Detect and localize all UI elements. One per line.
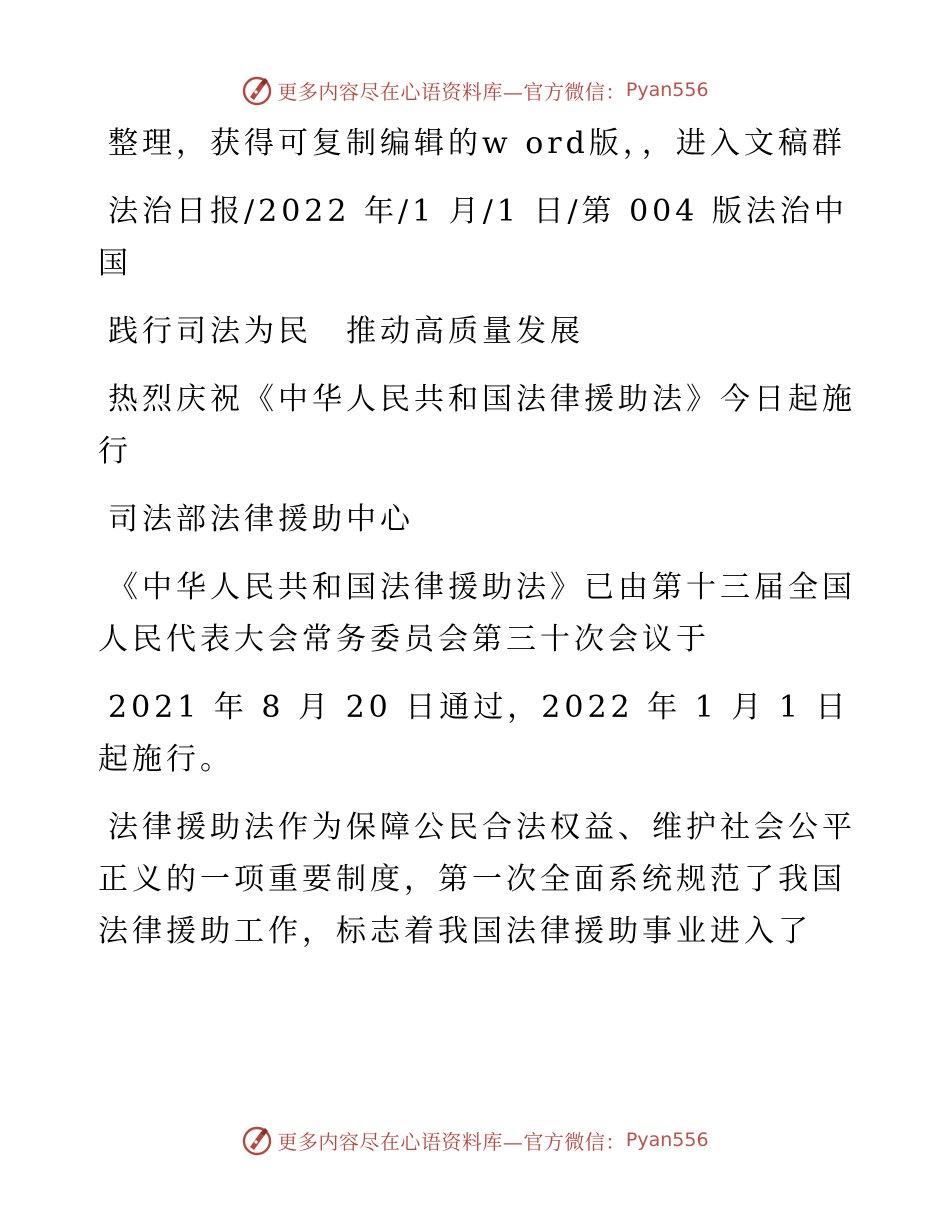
watermark-handle: Pyan556 bbox=[625, 1129, 709, 1151]
document-body bbox=[98, 118, 858, 974]
pen-logo-icon bbox=[241, 74, 273, 106]
paragraph: 法治日报/2022 年/1 月/1 日/第 004 版法治中国 bbox=[98, 194, 848, 281]
header-watermark bbox=[0, 70, 950, 110]
paragraph: 2021 年 8 月 20 日通过，2022 年 1 月 1 日起施行。 bbox=[98, 690, 850, 777]
watermark-text: 更多内容尽在心语资料库—官方微信： bbox=[277, 1129, 626, 1154]
watermark-text: 更多内容尽在心语资料库—官方微信： bbox=[277, 79, 626, 104]
byline: 司法部法律援助中心 bbox=[108, 502, 414, 537]
watermark-handle: Pyan556 bbox=[625, 79, 709, 101]
footer-watermark bbox=[0, 1120, 950, 1160]
paragraph: 整理，获得可复制编辑的w ord版，，进入文稿群 bbox=[108, 126, 846, 161]
headline: 热烈庆祝《中华人民共和国法律援助法》今日起施行 bbox=[98, 382, 856, 469]
paragraph: 《中华人民共和国法律援助法》已由第十三届全国人民代表大会常务委员会第三十次会议于 bbox=[98, 570, 856, 657]
pen-logo-icon bbox=[241, 1124, 273, 1156]
headline: 践行司法为民 推动高质量发展 bbox=[108, 314, 584, 349]
paragraph: 法律援助法作为保障公民合法权益、维护社会公平正义的一项重要制度，第一次全面系统规范了我国法律援助工作，标志着我国法律援助事业进入了 bbox=[98, 810, 856, 949]
